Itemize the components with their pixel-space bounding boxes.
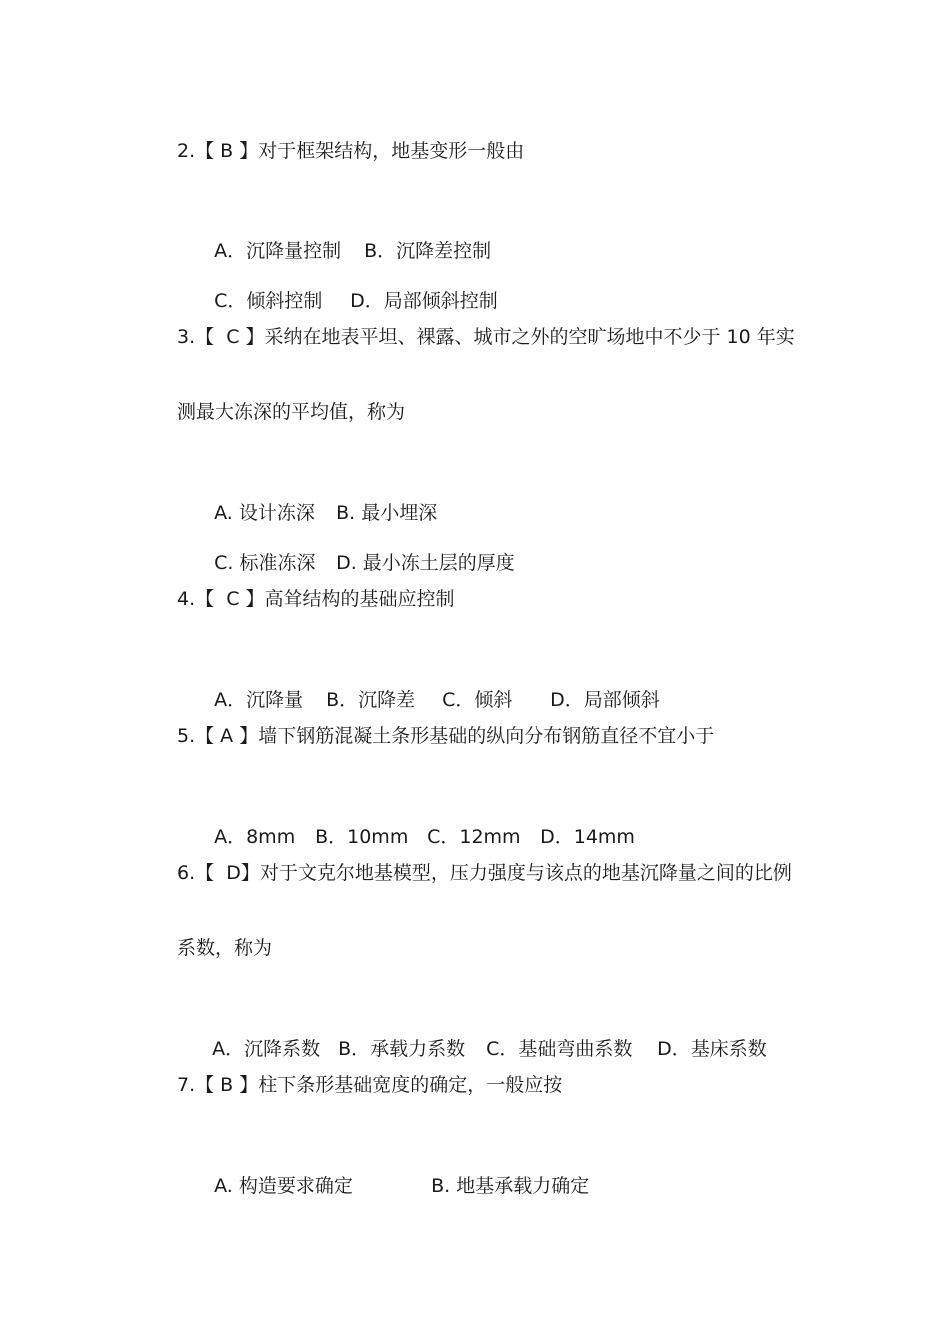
option-b: B．沉降差 xyxy=(326,689,416,711)
question-3-options-row-1 xyxy=(202,474,438,524)
option-a: A．沉降系数 xyxy=(212,1038,321,1060)
question-3-stem-line-1: 3.【 C 】采纳在地表平坦、裸露、城市之外的空旷场地中不少于 10 年实 xyxy=(177,326,795,348)
question-6-options-row xyxy=(200,1010,767,1060)
question-5-options-row xyxy=(202,798,635,848)
option-d: D. 最小冻土层的厚度 xyxy=(336,552,515,574)
option-a: A. 设计冻深 xyxy=(214,502,315,524)
option-c: C．12mm xyxy=(427,826,521,848)
option-b: B. 地基承载力确定 xyxy=(431,1175,590,1197)
option-a: A．8mm xyxy=(214,826,296,848)
option-c: C．基础弯曲系数 xyxy=(486,1038,633,1060)
question-4-options-row xyxy=(202,661,660,711)
question-3-options-row-2 xyxy=(202,524,515,574)
option-d: D．14mm xyxy=(540,826,635,848)
question-7-stem: 7.【 B 】柱下条形基础宽度的确定，一般应按 xyxy=(177,1074,563,1096)
option-a: A. 构造要求确定 xyxy=(214,1175,353,1197)
option-a: A．沉降量控制 xyxy=(214,240,342,262)
option-d: D．局部倾斜 xyxy=(550,689,660,711)
option-d: D．局部倾斜控制 xyxy=(350,290,498,312)
question-2-options-row-2 xyxy=(202,262,498,312)
question-6-stem-line-1: 6.【 D】对于文克尔地基模型，压力强度与该点的地基沉降量之间的比例 xyxy=(177,862,792,884)
option-b: B．承载力系数 xyxy=(338,1038,466,1060)
option-c: C．倾斜 xyxy=(442,689,513,711)
option-c: C. 标准冻深 xyxy=(214,552,316,574)
question-4-stem: 4.【 C 】高耸结构的基础应控制 xyxy=(177,588,455,610)
option-d: D．基床系数 xyxy=(657,1038,767,1060)
question-2-options-row-1 xyxy=(202,212,492,262)
question-5-stem: 5.【 A 】墙下钢筋混凝土条形基础的纵向分布钢筋直径不宜小于 xyxy=(177,725,715,747)
option-b: B. 最小埋深 xyxy=(336,502,438,524)
question-7-options-row xyxy=(202,1147,590,1197)
question-6-stem-line-2: 系数，称为 xyxy=(177,937,273,959)
question-2-stem: 2.【 B 】对于框架结构，地基变形一般由 xyxy=(177,140,525,162)
option-b: B．10mm xyxy=(315,826,409,848)
question-3-stem-line-2: 测最大冻深的平均值，称为 xyxy=(177,401,406,423)
option-a: A．沉降量 xyxy=(214,689,304,711)
option-b: B．沉降差控制 xyxy=(364,240,492,262)
option-c: C．倾斜控制 xyxy=(214,290,323,312)
